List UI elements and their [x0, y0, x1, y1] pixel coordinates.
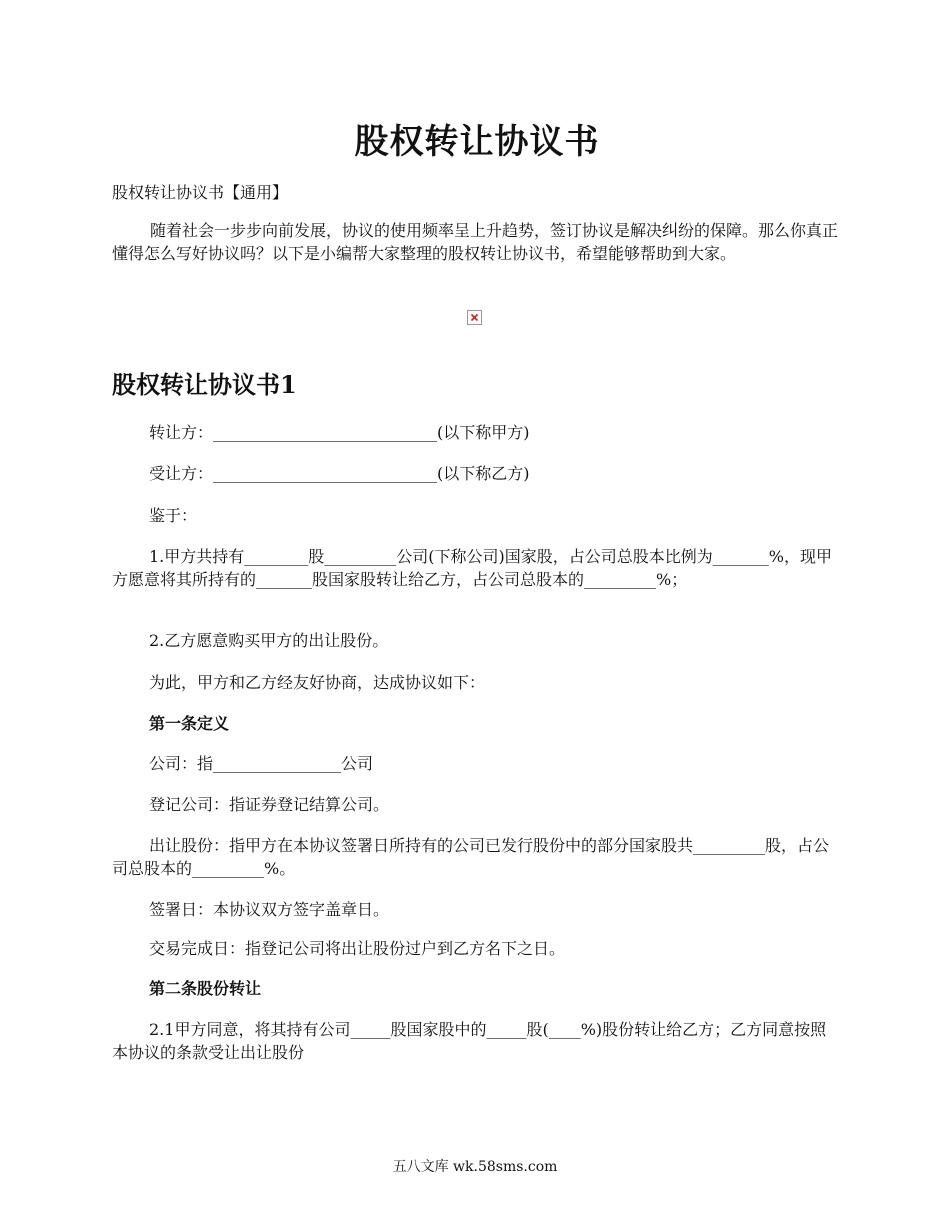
- recital-2: 2.乙方愿意购买甲方的出让股份。: [149, 631, 389, 650]
- transferor-line: 转让方：____________________________(以下称甲方): [149, 423, 530, 442]
- footer-source: 五八文库 wk.58sms.com: [392, 1159, 558, 1175]
- definition-completion-date: 交易完成日：指登记公司将出让股份过户到乙方名下之日。: [149, 939, 566, 958]
- section-heading: 股权转让协议书1: [112, 370, 297, 399]
- definition-company: 公司：指________________公司: [149, 754, 374, 773]
- article-1-heading: 第一条定义: [149, 714, 230, 733]
- clause-2-1: 2.1甲方同意，将其持有公司_____股国家股中的_____股(____%)股份转让给乙方；乙方同意按照本协议的条款受让出让股份: [112, 1020, 827, 1062]
- broken-image-icon: [467, 310, 482, 325]
- intro-paragraph: 随着社会一步步向前发展，协议的使用频率呈上升趋势，签订协议是解决纠纷的保障。那么你真正懂得怎么写好协议吗？以下是小编帮大家整理的股权转让协议书，希望能够帮助到大家。: [112, 221, 839, 263]
- definition-transfer-shares: 出让股份：指甲方在本协议签署日所持有的公司已发行股份中的部分国家股共_________股，占公司总股本的_________%。: [112, 836, 830, 878]
- definition-registrar: 登记公司：指证券登记结算公司。: [149, 795, 390, 814]
- document-subtitle: 股权转让协议书【通用】: [112, 183, 289, 202]
- definition-signing-date: 签署日：本协议双方签字盖章日。: [149, 900, 390, 919]
- article-2-heading: 第二条股份转让: [149, 979, 262, 998]
- broken-image-x-icon: [470, 313, 479, 322]
- document-title: 股权转让协议书: [354, 122, 600, 162]
- transferee-line: 受让方：____________________________(以下称乙方): [149, 464, 530, 483]
- recital-1: 1.甲方共持有________股_________公司(下称公司)国家股，占公司总股本比例为_______%，现甲方愿意将其所持有的_______股国家股转让给乙方，占公司总股本的_________%；: [112, 547, 832, 589]
- agreement-intro: 为此，甲方和乙方经友好协商，达成协议如下：: [149, 673, 486, 692]
- whereas-label: 鉴于：: [149, 506, 198, 525]
